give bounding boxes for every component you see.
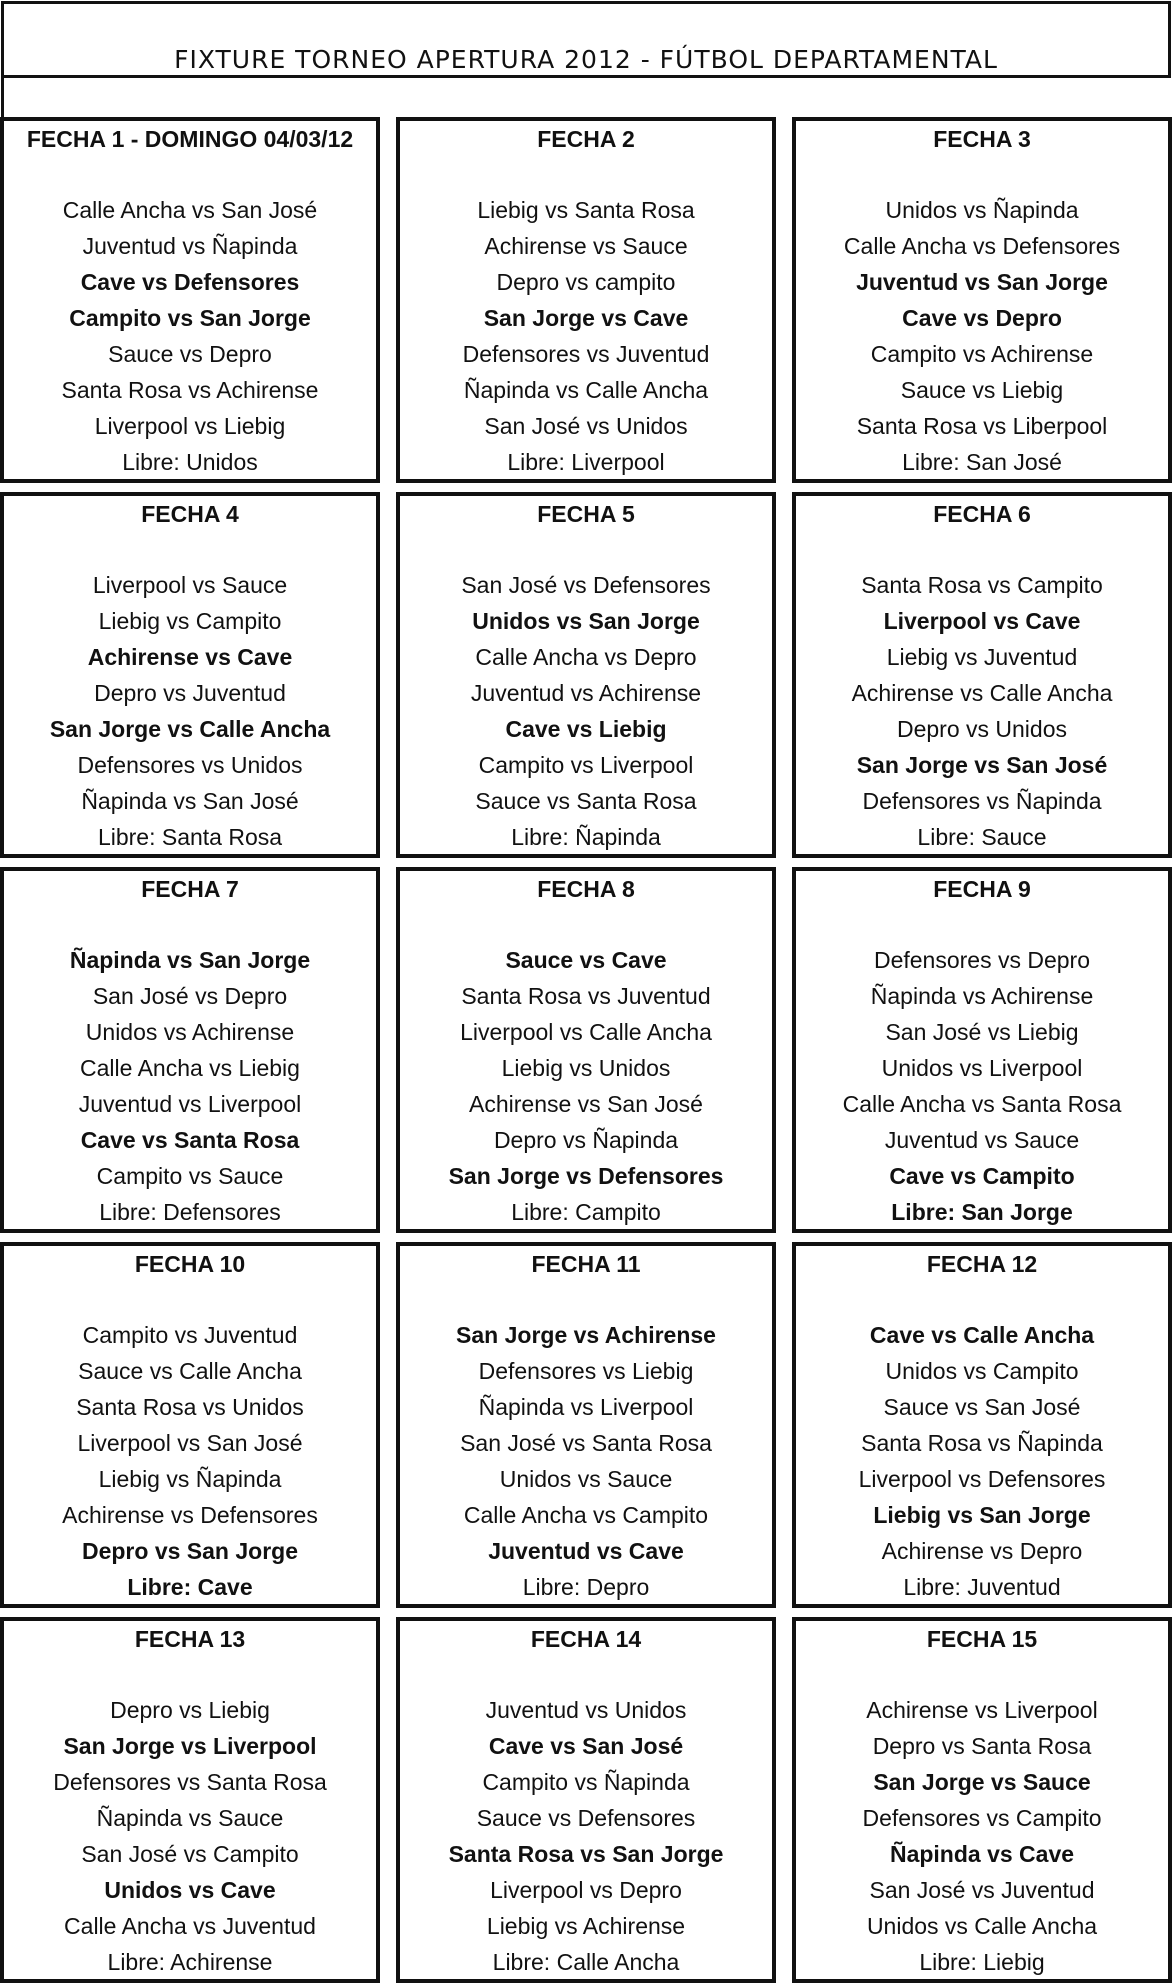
fecha-card [792,492,1172,858]
fecha-card [792,867,1172,1233]
match-row: Campito vs Sauce [96,1163,284,1189]
libre-team: Libre: Sauce [917,824,1047,850]
match-row: Depro vs San Jorge [81,1538,299,1564]
spacer [796,529,1168,567]
fecha-title: FECHA 4 [141,501,239,527]
match-row: San José vs Santa Rosa [460,1430,712,1456]
libre-team: Libre: Calle Ancha [492,1949,680,1975]
fecha-card [0,117,380,483]
match-row: Defensores vs Ñapinda [862,788,1102,814]
match-row: Sauce vs Cave [505,947,667,973]
match-row: Ñapinda vs Sauce [96,1805,284,1831]
fecha-title: FECHA 3 [933,126,1031,152]
fecha-card [396,1617,776,1983]
fecha-card [792,117,1172,483]
libre-team: Libre: San Jorge [891,1199,1073,1225]
match-row: Santa Rosa vs Achirense [61,377,319,403]
match-row: Achirense vs Cave [87,644,293,670]
fecha-title: FECHA 12 [926,1251,1038,1277]
match-row: Defensores vs Juventud [462,341,710,367]
fecha-card [0,492,380,858]
libre-team: Libre: Santa Rosa [97,824,283,850]
match-row: San Jorge vs Defensores [448,1163,724,1189]
fecha-card [396,117,776,483]
match-row: Calle Ancha vs Santa Rosa [842,1091,1122,1117]
match-row: Cave vs Liebig [505,716,667,742]
match-row: Calle Ancha vs Liebig [80,1055,300,1081]
match-row: Juventud vs San Jorge [856,269,1108,295]
match-row: Ñapinda vs Calle Ancha [463,377,709,403]
match-row: Unidos vs Liverpool [881,1055,1083,1081]
fecha-title: FECHA 11 [531,1251,641,1277]
match-row: Cave vs Campito [889,1163,1075,1189]
fecha-title: FECHA 6 [933,501,1031,527]
spacer [4,904,376,942]
match-row: Juventud vs Sauce [884,1127,1080,1153]
match-row: Cave vs San José [488,1733,684,1759]
match-row: Liebig vs Juventud [886,644,1078,670]
match-row: Liverpool vs San José [77,1430,303,1456]
match-row: Ñapinda vs Achirense [870,983,1094,1009]
match-row: Liverpool vs Depro [490,1877,682,1903]
spacer [4,1654,376,1692]
spacer [400,529,772,567]
spacer [4,529,376,567]
match-row: Liverpool vs Cave [883,608,1081,634]
match-row: Juventud vs Unidos [485,1697,687,1723]
match-row: Unidos vs Campito [885,1358,1079,1384]
spacer [4,1279,376,1317]
match-row: Defensores vs Depro [873,947,1091,973]
fecha-title: FECHA 8 [537,876,635,902]
match-row: Juventud vs Achirense [470,680,702,706]
match-row: Depro vs Liebig [110,1697,270,1723]
match-row: Liverpool vs Defensores [858,1466,1106,1492]
spacer [400,154,772,192]
fecha-card [0,1617,380,1983]
match-row: Ñapinda vs San José [81,788,299,814]
match-row: Calle Ancha vs Depro [475,644,697,670]
match-row: San Jorge vs Calle Ancha [49,716,331,742]
spacer [400,904,772,942]
match-row: Liebig vs Unidos [501,1055,671,1081]
match-row: Unidos vs Cave [104,1877,276,1903]
fecha-title: FECHA 7 [141,876,239,902]
match-row: Ñapinda vs Liverpool [478,1394,694,1420]
fecha-card [396,1242,776,1608]
match-row: San Jorge vs Sauce [873,1769,1091,1795]
match-row: Depro vs campito [496,269,676,295]
spacer [796,154,1168,192]
spacer [400,1654,772,1692]
spacer [796,1279,1168,1317]
match-row: Liebig vs Achirense [486,1913,686,1939]
match-row: Calle Ancha vs Defensores [843,233,1121,259]
match-row: San Jorge vs Liverpool [63,1733,317,1759]
match-row: Defensores vs Campito [862,1805,1102,1831]
fecha-title: FECHA 10 [134,1251,246,1277]
fecha-title: FECHA 14 [530,1626,642,1652]
match-row: Unidos vs Achirense [85,1019,295,1045]
match-row: Liebig vs Santa Rosa [477,197,695,223]
match-row: Sauce vs Calle Ancha [78,1358,302,1384]
match-row: Santa Rosa vs San Jorge [448,1841,724,1867]
match-row: San Jorge vs Cave [483,305,689,331]
fecha-card [792,1242,1172,1608]
match-row: Cave vs Santa Rosa [80,1127,300,1153]
libre-team: Libre: Achirense [107,1949,273,1975]
match-row: Liverpool vs Calle Ancha [460,1019,712,1045]
libre-team: Libre: Liebig [919,1949,1045,1975]
match-row: Liebig vs Ñapinda [98,1466,282,1492]
match-row: Depro vs Juventud [94,680,286,706]
libre-team: Libre: Juventud [903,1574,1061,1600]
libre-team: Libre: San José [902,449,1062,475]
match-row: Ñapinda vs San Jorge [69,947,311,973]
match-row: Achirense vs Sauce [484,233,688,259]
match-row: Cave vs Depro [902,305,1062,331]
match-row: Achirense vs San José [469,1091,703,1117]
match-row: Unidos vs Calle Ancha [866,1913,1098,1939]
fecha-title: FECHA 1 - DOMINGO 04/03/12 [26,126,354,152]
match-row: Sauce vs San José [883,1394,1081,1420]
match-row: Liebig vs San Jorge [873,1502,1091,1528]
fecha-title: FECHA 9 [933,876,1031,902]
match-row: Cave vs Defensores [80,269,300,295]
match-row: Liverpool vs Sauce [92,572,288,598]
fecha-card [0,867,380,1233]
match-row: Juventud vs Ñapinda [82,233,298,259]
match-row: Depro vs Santa Rosa [872,1733,1092,1759]
match-row: San José vs Juventud [869,1877,1095,1903]
libre-team: Libre: Depro [522,1574,650,1600]
match-row: San José vs Campito [81,1841,299,1867]
match-row: Santa Rosa vs Juventud [461,983,711,1009]
match-row: Achirense vs Liverpool [866,1697,1098,1723]
match-row: Liebig vs Campito [98,608,282,634]
match-row: Santa Rosa vs Campito [861,572,1103,598]
title-box [1,1,1171,78]
match-row: Calle Ancha vs San José [62,197,318,223]
match-row: Campito vs Ñapinda [482,1769,690,1795]
match-row: San José vs Unidos [484,413,688,439]
match-row: Defensores vs Santa Rosa [53,1769,327,1795]
match-row: Santa Rosa vs Ñapinda [861,1430,1103,1456]
match-row: Cave vs Calle Ancha [869,1322,1095,1348]
libre-team: Libre: Campito [511,1199,661,1225]
libre-team: Libre: Defensores [99,1199,281,1225]
match-row: Depro vs Unidos [896,716,1068,742]
match-row: San José vs Defensores [461,572,711,598]
fecha-card [0,1242,380,1608]
match-row: Sauce vs Liebig [900,377,1064,403]
fecha-card [792,1617,1172,1983]
match-row: Sauce vs Defensores [476,1805,696,1831]
page-title: FIXTURE TORNEO APERTURA 2012 - FÚTBOL DEPARTAMENTAL [174,45,998,74]
match-row: Campito vs Juventud [82,1322,298,1348]
match-row: Defensores vs Unidos [77,752,303,778]
spacer [796,904,1168,942]
spacer [4,154,376,192]
match-row: Santa Rosa vs Unidos [76,1394,304,1420]
spacer [400,1279,772,1317]
libre-team: Libre: Unidos [122,449,258,475]
spacer [796,1654,1168,1692]
match-row: San José vs Depro [92,983,288,1009]
match-row: Campito vs Liverpool [478,752,694,778]
match-row: Unidos vs Ñapinda [885,197,1079,223]
libre-team: Libre: Cave [127,1574,253,1600]
fecha-card [396,867,776,1233]
match-row: Unidos vs San Jorge [472,608,700,634]
match-row: Juventud vs Cave [488,1538,684,1564]
fecha-title: FECHA 13 [134,1626,246,1652]
match-row: Achirense vs Depro [881,1538,1083,1564]
fecha-title: FECHA 2 [537,126,635,152]
match-row: San Jorge vs Achirense [456,1322,716,1348]
match-row: Achirense vs Calle Ancha [851,680,1113,706]
match-row: Calle Ancha vs Campito [463,1502,709,1528]
match-row: Juventud vs Liverpool [78,1091,302,1117]
match-row: Unidos vs Sauce [499,1466,673,1492]
fecha-title: FECHA 5 [537,501,635,527]
fecha-card [396,492,776,858]
match-row: Ñapinda vs Cave [889,1841,1075,1867]
match-row: Achirense vs Defensores [62,1502,318,1528]
match-row: Campito vs San Jorge [69,305,311,331]
match-row: Defensores vs Liebig [478,1358,694,1384]
match-row: Calle Ancha vs Juventud [64,1913,316,1939]
match-row: San José vs Liebig [885,1019,1079,1045]
match-row: Sauce vs Depro [108,341,272,367]
match-row: Liverpool vs Liebig [94,413,286,439]
libre-team: Libre: Ñapinda [511,824,661,850]
match-row: Sauce vs Santa Rosa [475,788,697,814]
fecha-title: FECHA 15 [926,1626,1038,1652]
match-row: Campito vs Achirense [870,341,1094,367]
match-row: San Jorge vs San José [856,752,1108,778]
match-row: Santa Rosa vs Liberpool [856,413,1108,439]
libre-team: Libre: Liverpool [507,449,665,475]
left-border-line [1,78,4,120]
match-row: Depro vs Ñapinda [493,1127,679,1153]
